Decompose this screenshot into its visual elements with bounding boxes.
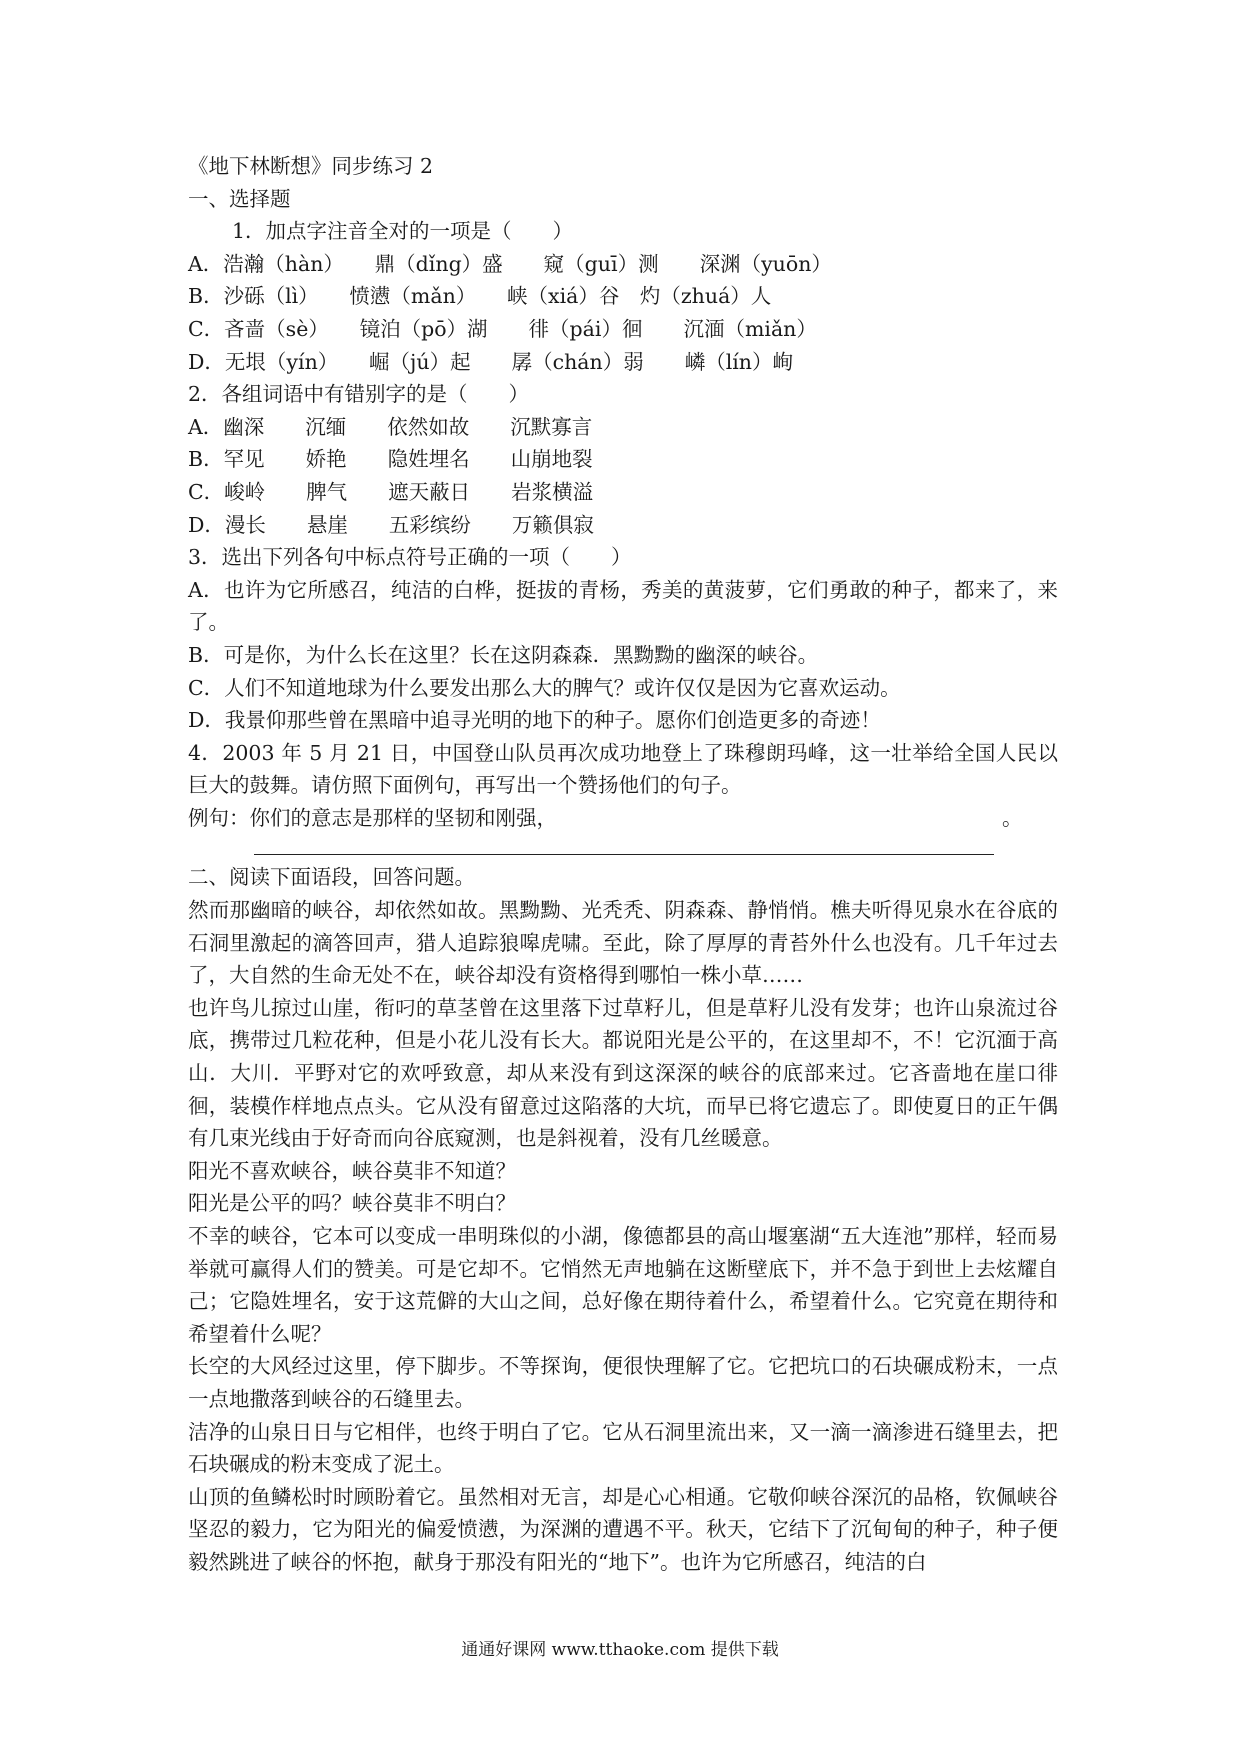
q3-option-a: A．也许为它所感召，纯洁的白桦，挺拔的青杨，秀美的黄菠萝，它们勇敢的种子，都来了，来了。: [188, 577, 1058, 635]
q1-option-a: A．浩瀚（hàn） 鼎（dǐng）盛 窥（guī）测 深渊（yuōn）: [188, 251, 832, 276]
q2-option-d: D．漫长 悬崖 五彩缤纷 万籁俱寂: [188, 512, 594, 537]
passage-paragraph-2: 也许鸟儿掠过山崖，衔叼的草茎曾在这里落下过草籽儿，但是草籽儿没有发芽；也许山泉流过谷底，携带过几粒花种，但是小花儿没有长大。都说阳光是公平的，在这里却不，不！它沉湎于高山．大川．平野对它的欢呼致意，却从来没有到这深深的峡谷的底部来过。它吝啬地在崖口徘徊，装模作样地点点头。它从没有留意过这陷落的大坑，而早已将它遗忘了。即使夏日的正午偶有几束光线由于好奇而向谷底窥测，也是斜视着，没有几丝暖意。: [188, 995, 1058, 1151]
passage-paragraph-8: 山顶的鱼鳞松时时顾盼着它。虽然相对无言，却是心心相通。它敬仰峡谷深沉的品格，钦佩峡谷坚忍的毅力，它为阳光的偏爱愤懑，为深渊的遭遇不平。秋天，它结下了沉甸甸的种子，种子便毅然跳进了峡谷的怀抱，献身于那没有阳光的“地下”。也许为它所感召，纯洁的白: [188, 1484, 1058, 1574]
q1-stem: 1．加点字注音全对的一项是（ ）: [232, 219, 574, 244]
section2-heading: 二、阅读下面语段，回答问题。: [188, 865, 475, 890]
passage-paragraph-6: 长空的大风经过这里，停下脚步。不等探询，便很快理解了它。它把坑口的石块碾成粉末，一点一点地撒落到峡谷的石缝里去。: [188, 1354, 1058, 1411]
q2-stem: 2．各组词语中有错别字的是（ ）: [188, 382, 530, 407]
passage-paragraph-1: 然而那幽暗的峡谷，却依然如故。黑黝黝、光秃秃、阴森森、静悄悄。樵夫听得见泉水在谷底的石洞里激起的滴答回声，猎人追踪狼嗥虎啸。至此，除了厚厚的青苔外什么也没有。几千年过去了，大自然的生命无处不在，峡谷却没有资格得到哪怕一株小草……: [188, 898, 1058, 988]
passage-paragraph-7: 洁净的山泉日日与它相伴，也终于明白了它。它从石洞里流出来，又一滴一滴渗进石缝里去，把石块碾成的粉末变成了泥土。: [188, 1419, 1058, 1477]
q1-option-c: C．吝啬（sè） 镜泊（pō）湖 徘（pái）徊 沉湎（miǎn）: [188, 316, 817, 341]
section1-heading: 一、选择题: [188, 186, 291, 211]
q3-option-c: C．人们不知道地球为什么要发出那么大的脾气？或许仅仅是因为它喜欢运动。: [188, 675, 901, 700]
q1-option-d: D．无垠（yín） 崛（jú）起 孱（chán）弱 嶙（lín）峋: [188, 349, 794, 374]
passage-paragraph-4: 阳光是公平的吗？峡谷莫非不明白？: [188, 1191, 516, 1216]
document-page: [188, 150, 1058, 1579]
q2-option-a: A．幽深 沉缅 依然如故 沉默寡言: [188, 414, 593, 439]
q4-example-text: 例句：你们的意志是那样的坚韧和刚强，: [188, 805, 557, 830]
q2-option-c: C．峻岭 脾气 遮天蔽日 岩浆横溢: [188, 479, 594, 504]
answer-blank-line: [254, 834, 994, 855]
passage-paragraph-5: 不幸的峡谷，它本可以变成一串明珠似的小湖，像德都县的高山堰塞湖“五大连池”那样，轻而易举就可赢得人们的赞美。可是它却不。它悄然无声地躺在这断壁底下，并不急于到世上去炫耀自己；它隐姓埋名，安于这荒僻的大山之间，总好像在期待着什么，希望着什么。它究竟在期待和希望着什么呢？: [188, 1224, 1058, 1346]
page-footer: 通通好课网 www.tthaoke.com 提供下载: [461, 1640, 779, 1660]
q4-example-end: 。: [1002, 805, 1023, 830]
q4-stem: 4．2003 年 5 月 21 日，中国登山队员再次成功地登上了珠穆朗玛峰，这一壮举给全国人民以巨大的鼓舞。请仿照下面例句，再写出一个赞扬他们的句子。: [188, 740, 1058, 798]
q2-option-b: B．罕见 娇艳 隐姓埋名 山崩地裂: [188, 447, 593, 472]
document-title: 《地下林断想》同步练习 2: [188, 154, 434, 178]
q3-option-b: B．可是你，为什么长在这里？长在这阴森森．黑黝黝的幽深的峡谷。: [188, 642, 819, 667]
q1-option-b: B．沙砾（lì） 愤懑（mǎn） 峡（xiá）谷 灼（zhuá）人: [188, 284, 772, 309]
q3-stem: 3．选出下列各句中标点符号正确的一项（ ）: [188, 545, 632, 570]
q4-example: [188, 802, 1058, 835]
passage-paragraph-3: 阳光不喜欢峡谷，峡谷莫非不知道？: [188, 1158, 516, 1183]
q3-option-d: D．我景仰那些曾在黑暗中追寻光明的地下的种子。愿你们创造更多的奇迹！: [188, 708, 881, 733]
